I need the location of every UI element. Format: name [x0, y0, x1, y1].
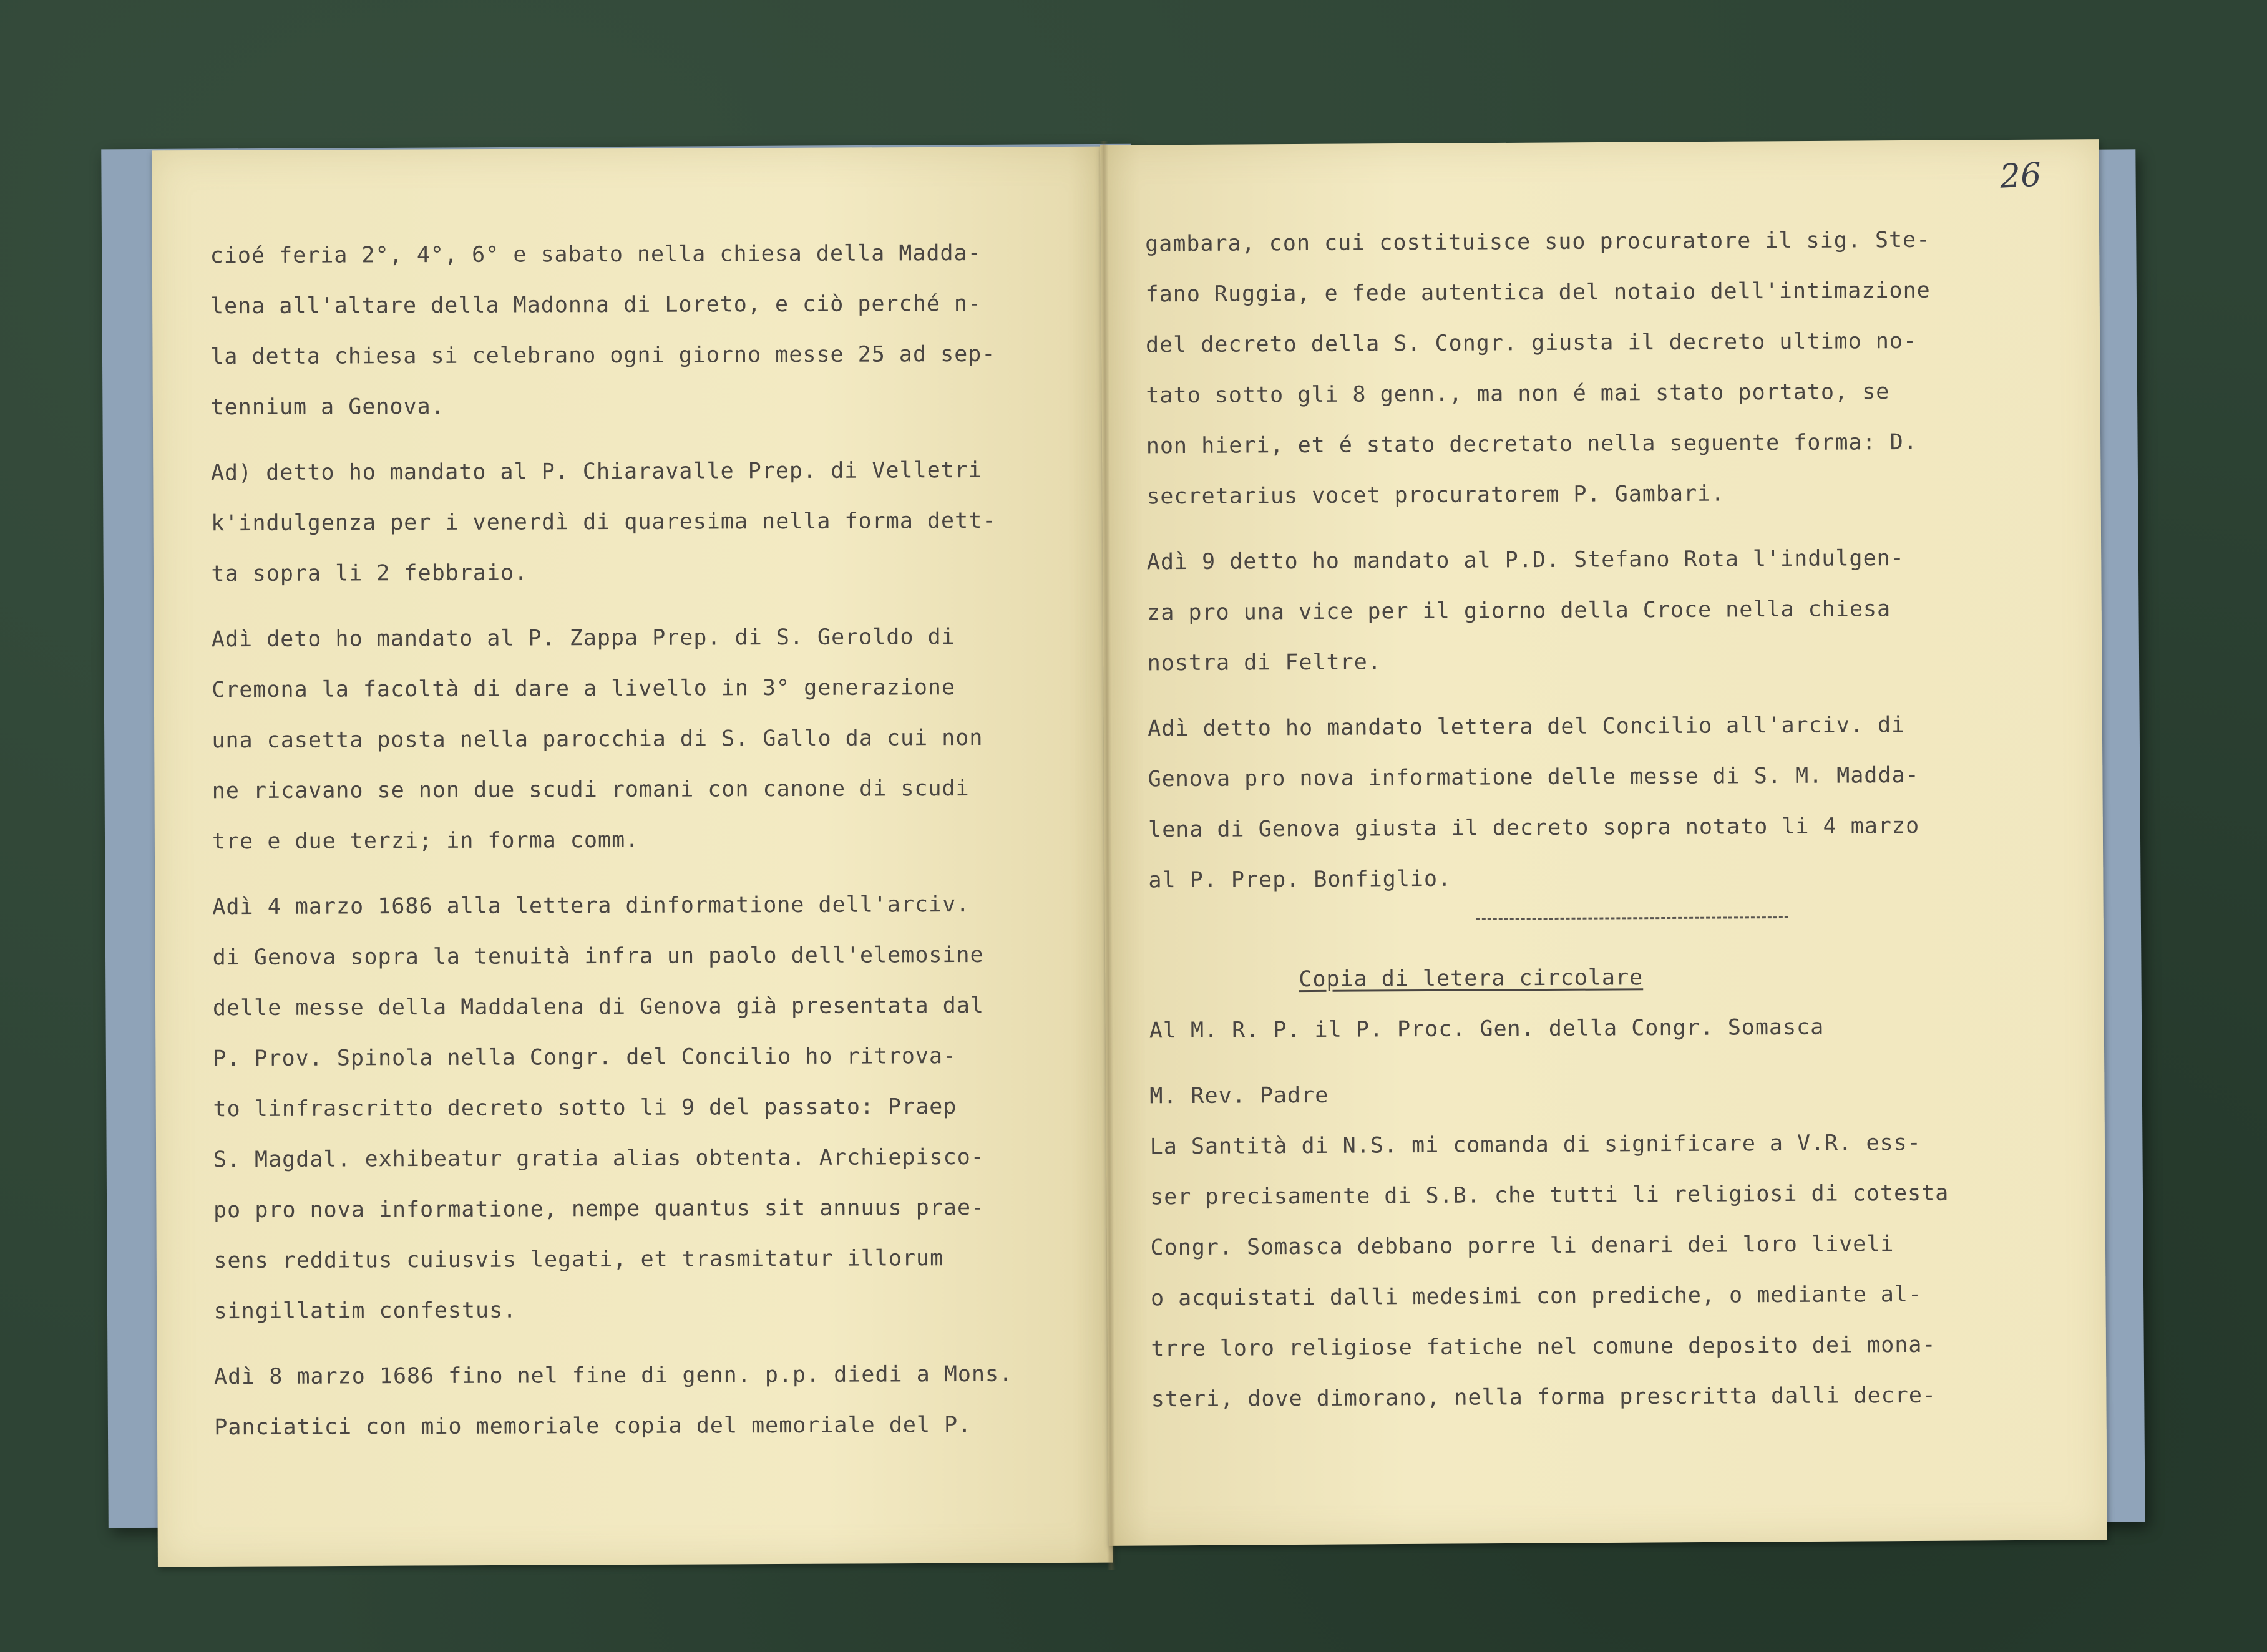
- text-line: tre e due terzi; in forma comm.: [212, 827, 640, 855]
- text-line: delle messe della Maddalena di Genova già presentata dal: [212, 993, 985, 1021]
- text-line: ser precisamente di S.B. che tutti li religiosi di cotesta: [1150, 1180, 1949, 1210]
- letter-salutation: M. Rev. Padre: [1149, 1082, 1329, 1109]
- text-line: tennium a Genova.: [210, 394, 445, 420]
- text-line: singillatim confestus.: [213, 1298, 517, 1324]
- text-line: lena di Genova giusta il decreto sopra notato li 4 marzo: [1148, 813, 1920, 843]
- text-line: Cremona la facoltà di dare a livello in 3° generazione: [212, 675, 956, 703]
- text-line: Adì 9 detto ho mandato al P.D. Stefano Rota l'indulgen-: [1146, 546, 1904, 575]
- text-line: Ad) detto ho mandato al P. Chiaravalle Prep. di Velletri: [210, 457, 983, 486]
- text-line: o acquistati dalli medesimi con prediche, o mediante al-: [1150, 1281, 1923, 1311]
- text-line: po pro nova informatione, nempe quantus sit annuus prae-: [213, 1195, 985, 1223]
- text-line: nostra di Feltre.: [1147, 649, 1382, 676]
- text-line: fano Ruggia, e fede autentica del notaio dell'intimazione: [1145, 278, 1931, 308]
- text-line: Panciatici con mio memoriale copia del memoriale del P.: [214, 1412, 972, 1441]
- text-line: del decreto della S. Congr. giusta il decreto ultimo no-: [1145, 328, 1918, 358]
- text-line: Adì deto ho mandato al P. Zappa Prep. di S. Geroldo di: [211, 624, 955, 653]
- text-line: Adì 4 marzo 1686 alla lettera dinformatione dell'arciv.: [212, 892, 970, 920]
- text-line: cioé feria 2°, 4°, 6° e sabato nella chiesa della Madda-: [210, 240, 982, 269]
- text-line: sens redditus cuiusvis legati, et trasmitatur illorum: [213, 1246, 944, 1274]
- text-line: gambara, con cui costituisce suo procuratore il sig. Ste-: [1145, 227, 1931, 257]
- text-line: Genova pro nova informatione delle messe di S. M. Madda-: [1148, 762, 1919, 792]
- text-line: non hieri, et é stato decretato nella seguente forma: D.: [1146, 429, 1918, 459]
- circular-letter-title: Copia di letera circolare: [1299, 965, 1644, 993]
- text-line: steri, dove dimorano, nella forma prescritta dalli decre-: [1151, 1382, 1937, 1412]
- text-line: za pro una vice per il giorno della Croce nella chiesa: [1147, 596, 1891, 626]
- text-line: Adì 8 marzo 1686 fino nel fine di genn. p.p. diedi a Mons.: [213, 1361, 1013, 1390]
- text-line: La Santità di N.S. mi comanda di significare a V.R. ess-: [1149, 1130, 1921, 1160]
- text-line: k'indulgenza per i venerdì di quaresima nella forma dett-: [211, 508, 997, 537]
- text-line: ta sopra li 2 febbraio.: [211, 560, 529, 587]
- text-line: ne ricavano se non due scudi romani con canone di scudi: [212, 775, 970, 804]
- text-line: P. Prov. Spinola nella Congr. del Concilio ho ritrova-: [213, 1044, 957, 1072]
- text-line: al P. Prep. Bonfiglio.: [1148, 866, 1452, 893]
- text-line: to linfrascritto decreto sotto li 9 del passato: Praep: [213, 1094, 957, 1122]
- page-number: 26: [1999, 156, 2042, 196]
- letter-address: Al M. R. P. il P. Proc. Gen. della Congr. Somasca: [1149, 1014, 1825, 1044]
- text-line: una casetta posta nella parocchia di S. Gallo da cui non: [212, 725, 983, 754]
- section-separator: [1476, 916, 1788, 920]
- text-line: la detta chiesa si celebrano ogni giorno messe 25 ad sep-: [210, 341, 996, 370]
- text-line: secretarius vocet procuratorem P. Gambari.: [1146, 481, 1725, 510]
- text-line: tato sotto gli 8 genn., ma non é mai stato portato, se: [1146, 379, 1890, 409]
- text-line: Congr. Somasca debbano porre li denari dei loro liveli: [1150, 1232, 1894, 1261]
- text-line: lena all'altare della Madonna di Loreto, e ciò perché n-: [210, 291, 982, 319]
- text-line: S. Magdal. exhibeatur gratia alias obtenta. Archiepisco-: [213, 1144, 985, 1173]
- left-page-text: [210, 228, 1013, 1453]
- text-line: Adì detto ho mandato lettera del Concilio all'arciv. di: [1148, 712, 1906, 742]
- text-line: di Genova sopra la tenuità infra un paolo dell'elemosine: [212, 942, 984, 971]
- text-line: trre loro religiose fatiche nel comune deposito dei mona-: [1151, 1332, 1936, 1362]
- right-page-text: [1145, 215, 1950, 1426]
